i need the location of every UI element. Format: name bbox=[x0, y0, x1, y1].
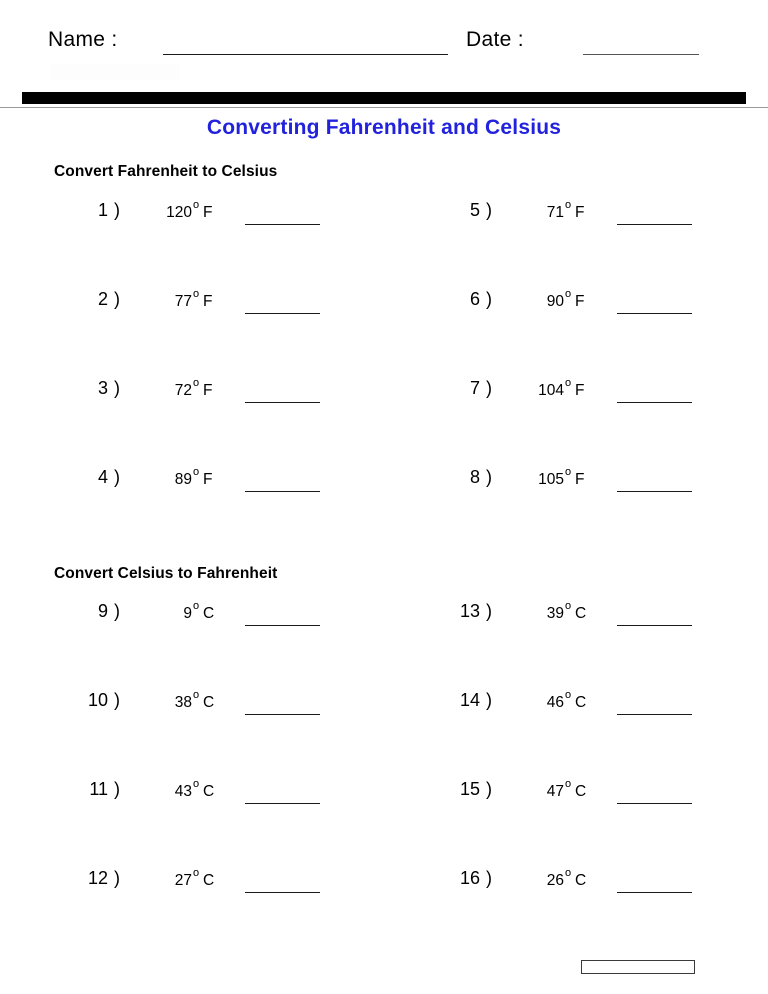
problem-paren: ) bbox=[114, 779, 120, 799]
temperature-unit: C bbox=[203, 694, 215, 711]
answer-blank-line[interactable] bbox=[617, 803, 692, 804]
answer-blank-line[interactable] bbox=[245, 224, 320, 225]
temperature-unit: F bbox=[575, 471, 585, 488]
temperature-unit: C bbox=[203, 605, 215, 622]
temperature-value: 105 bbox=[538, 471, 564, 488]
temperature-value: 89 bbox=[174, 471, 192, 488]
problem-number: 14 bbox=[459, 690, 480, 710]
problem-paren: ) bbox=[114, 601, 120, 621]
temperature-value: 46 bbox=[546, 694, 564, 711]
header-divider-hairline bbox=[0, 107, 768, 108]
problem-paren: ) bbox=[114, 378, 120, 398]
temperature-value: 120 bbox=[166, 204, 192, 221]
temperature-unit: C bbox=[575, 872, 587, 889]
problem-number: 1 bbox=[97, 200, 108, 220]
section-heading-fahrenheit-to-celsius: Convert Fahrenheit to Celsius bbox=[54, 163, 278, 180]
problem-paren: ) bbox=[114, 289, 120, 309]
degree-symbol-icon: o bbox=[565, 199, 572, 211]
temperature-value: 71 bbox=[546, 204, 564, 221]
problem-paren: ) bbox=[486, 289, 492, 309]
problem-number: 8 bbox=[469, 467, 480, 487]
temperature-value: 27 bbox=[174, 872, 192, 889]
temperature-value: 72 bbox=[174, 382, 192, 399]
answer-blank-line[interactable] bbox=[245, 625, 320, 626]
temperature-value: 104 bbox=[538, 382, 564, 399]
answer-blank-line[interactable] bbox=[245, 491, 320, 492]
problem-paren: ) bbox=[114, 200, 120, 220]
answer-blank-line[interactable] bbox=[617, 224, 692, 225]
footer-box bbox=[581, 960, 695, 974]
temperature-value: 47 bbox=[546, 783, 564, 800]
degree-symbol-icon: o bbox=[565, 600, 572, 612]
temperature-value: 9 bbox=[183, 605, 192, 622]
temperature-unit: F bbox=[203, 293, 213, 310]
problem-number: 16 bbox=[459, 868, 480, 888]
temperature-value: 77 bbox=[174, 293, 192, 310]
answer-blank-line[interactable] bbox=[245, 892, 320, 893]
degree-symbol-icon: o bbox=[565, 778, 572, 790]
problem-number: 9 bbox=[97, 601, 108, 621]
problem-number: 6 bbox=[469, 289, 480, 309]
problem-number: 15 bbox=[459, 779, 480, 799]
answer-blank-line[interactable] bbox=[245, 313, 320, 314]
problem-number: 4 bbox=[97, 467, 108, 487]
name-input-line[interactable] bbox=[163, 54, 448, 55]
degree-symbol-icon: o bbox=[565, 689, 572, 701]
problem-paren: ) bbox=[114, 690, 120, 710]
temperature-unit: F bbox=[575, 293, 585, 310]
problem-paren: ) bbox=[486, 779, 492, 799]
problem-paren: ) bbox=[486, 200, 492, 220]
answer-blank-line[interactable] bbox=[245, 803, 320, 804]
answer-blank-line[interactable] bbox=[617, 625, 692, 626]
problem-paren: ) bbox=[114, 467, 120, 487]
temperature-value: 39 bbox=[546, 605, 564, 622]
problem-paren: ) bbox=[114, 868, 120, 888]
temperature-unit: F bbox=[203, 382, 213, 399]
degree-symbol-icon: o bbox=[193, 377, 200, 389]
answer-blank-line[interactable] bbox=[245, 714, 320, 715]
degree-symbol-icon: o bbox=[193, 867, 200, 879]
problem-paren: ) bbox=[486, 378, 492, 398]
temperature-unit: F bbox=[575, 204, 585, 221]
student-info-header bbox=[0, 28, 768, 64]
degree-symbol-icon: o bbox=[193, 288, 200, 300]
temperature-value: 38 bbox=[174, 694, 192, 711]
answer-blank-line[interactable] bbox=[617, 313, 692, 314]
temperature-unit: F bbox=[203, 204, 213, 221]
header-divider-bar bbox=[22, 92, 746, 104]
problem-number: 10 bbox=[87, 690, 108, 710]
degree-symbol-icon: o bbox=[193, 199, 200, 211]
problem-number: 3 bbox=[97, 378, 108, 398]
problem-number: 13 bbox=[459, 601, 480, 621]
header-divider-inner bbox=[25, 98, 743, 101]
name-label: Name : bbox=[48, 28, 118, 51]
temperature-unit: F bbox=[203, 471, 213, 488]
answer-blank-line[interactable] bbox=[617, 714, 692, 715]
temperature-value: 43 bbox=[174, 783, 192, 800]
degree-symbol-icon: o bbox=[193, 600, 200, 612]
faint-artifact bbox=[50, 64, 180, 80]
problem-number: 7 bbox=[469, 378, 480, 398]
temperature-unit: C bbox=[575, 605, 587, 622]
problem-number: 11 bbox=[89, 779, 108, 799]
date-label: Date : bbox=[466, 28, 524, 51]
problem-paren: ) bbox=[486, 690, 492, 710]
page-title: Converting Fahrenheit and Celsius bbox=[206, 116, 562, 139]
problem-paren: ) bbox=[486, 467, 492, 487]
degree-symbol-icon: o bbox=[565, 867, 572, 879]
temperature-unit: C bbox=[203, 872, 215, 889]
problem-paren: ) bbox=[486, 601, 492, 621]
problem-number: 12 bbox=[87, 868, 108, 888]
degree-symbol-icon: o bbox=[565, 288, 572, 300]
degree-symbol-icon: o bbox=[193, 778, 200, 790]
temperature-unit: C bbox=[203, 783, 215, 800]
date-input-line[interactable] bbox=[583, 54, 699, 55]
temperature-unit: F bbox=[575, 382, 585, 399]
problem-paren: ) bbox=[486, 868, 492, 888]
answer-blank-line[interactable] bbox=[617, 402, 692, 403]
answer-blank-line[interactable] bbox=[617, 491, 692, 492]
degree-symbol-icon: o bbox=[565, 466, 572, 478]
temperature-value: 90 bbox=[546, 293, 564, 310]
temperature-unit: C bbox=[575, 783, 587, 800]
degree-symbol-icon: o bbox=[193, 689, 200, 701]
problem-number: 5 bbox=[469, 200, 480, 220]
answer-blank-line[interactable] bbox=[617, 892, 692, 893]
degree-symbol-icon: o bbox=[193, 466, 200, 478]
section-heading-celsius-to-fahrenheit: Convert Celsius to Fahrenheit bbox=[54, 565, 278, 582]
answer-blank-line[interactable] bbox=[245, 402, 320, 403]
degree-symbol-icon: o bbox=[565, 377, 572, 389]
temperature-unit: C bbox=[575, 694, 587, 711]
temperature-value: 26 bbox=[546, 872, 564, 889]
problem-number: 2 bbox=[97, 289, 108, 309]
